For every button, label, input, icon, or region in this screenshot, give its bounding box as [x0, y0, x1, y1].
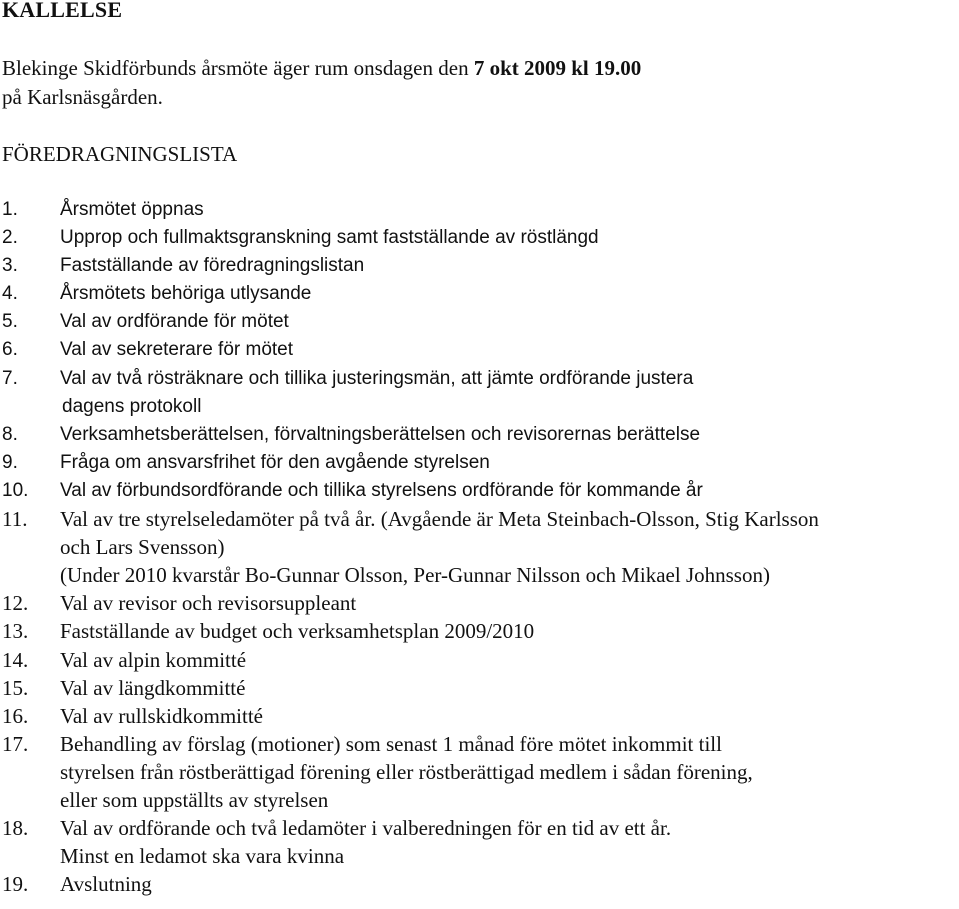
meeting-date-time: 7 okt 2009 kl 19.00 [473, 56, 642, 80]
agenda-item-number: 6. [2, 339, 18, 361]
intro-line-1 [2, 56, 641, 81]
agenda-item-number: 5. [2, 311, 18, 333]
agenda-item-line: dagens protokoll [62, 395, 202, 417]
agenda-item-line: Fråga om ansvarsfrihet för den avgående styrelsen [60, 451, 490, 473]
agenda-item [0, 477, 959, 505]
agenda-item-line: Val av rullskidkommitté [60, 703, 263, 728]
agenda-item-number: 11. [2, 507, 28, 532]
agenda-item [0, 702, 959, 730]
agenda-item [0, 308, 959, 336]
agenda-item-line: Minst en ledamot ska vara kvinna [60, 844, 345, 869]
agenda-item-text [60, 280, 959, 308]
agenda-item-text [60, 336, 959, 364]
agenda-item-line: Verksamhetsberättelsen, förvaltningsberättelsen och revisorernas berättelse [60, 423, 701, 445]
agenda-item-text [60, 702, 959, 730]
agenda-item-text [60, 674, 959, 702]
agenda-item-number: 14. [2, 647, 29, 672]
agenda-item-line: Val av längdkommitté [60, 675, 246, 700]
agenda-item [0, 365, 959, 421]
agenda-item-line: Avslutning [60, 872, 152, 897]
agenda-item-line: Val av alpin kommitté [60, 647, 247, 672]
agenda-item-text [60, 365, 959, 421]
agenda-item-line: Val av revisor och revisorsuppleant [60, 591, 357, 616]
agenda-item-number: 17. [2, 731, 29, 756]
agenda-item [0, 196, 959, 224]
agenda-item-number: 12. [2, 591, 29, 616]
agenda-item-line: Val av ordförande och två ledamöter i valberedningen för en tid av ett år. [60, 816, 672, 841]
agenda-item-number: 9. [2, 451, 18, 473]
agenda-item [0, 617, 959, 645]
agenda-item-number: 8. [2, 423, 18, 445]
agenda-item-line: Fastställande av föredragningslistan [60, 255, 365, 277]
agenda-list [0, 196, 959, 898]
intro-line-2: på Karlsnäsgården. [2, 85, 163, 109]
agenda-item-text [60, 646, 959, 674]
agenda-item-text [60, 617, 959, 645]
agenda-item-text [60, 505, 959, 589]
agenda-item-text [60, 224, 959, 252]
agenda-item-number: 1. [2, 199, 18, 220]
agenda-item [0, 280, 959, 308]
agenda-item-text [60, 421, 959, 449]
agenda-item-number: 2. [2, 227, 18, 249]
agenda-item-line: Val av ordförande för mötet [60, 311, 289, 333]
agenda-item [0, 505, 959, 589]
agenda-item-line: Behandling av förslag (motioner) som senast 1 månad före mötet inkommit till [60, 731, 722, 756]
agenda-heading: FÖREDRAGNINGSLISTA [2, 142, 238, 166]
agenda-item-line: Upprop och fullmaktsgranskning samt fastställande av röstlängd [60, 227, 599, 249]
document-title: KALLELSE [2, 0, 123, 22]
agenda-item [0, 646, 959, 674]
agenda-item-line: styrelsen från röstberättigad förening eller röstberättigad medlem i sådan förening, [60, 759, 753, 784]
agenda-item-number: 18. [2, 816, 29, 841]
agenda-item-line: Val av sekreterare för mötet [60, 339, 294, 361]
agenda-item-text [60, 477, 959, 505]
agenda-item-text [60, 589, 959, 617]
agenda-item-line: och Lars Svensson) [60, 535, 225, 560]
agenda-item-number: 15. [2, 675, 29, 700]
agenda-item-text [60, 308, 959, 336]
agenda-item-line: Fastställande av budget och verksamhetsplan 2009/2010 [60, 619, 535, 644]
agenda-item [0, 252, 959, 280]
agenda-item-line: Årsmötet öppnas [60, 199, 204, 220]
agenda-item [0, 449, 959, 477]
agenda-item-number: 4. [2, 283, 18, 305]
agenda-item-number: 19. [2, 872, 29, 897]
agenda-item-number: 3. [2, 255, 18, 277]
agenda-item-text [60, 252, 959, 280]
agenda-item [0, 870, 959, 898]
agenda-item [0, 421, 959, 449]
agenda-item [0, 589, 959, 617]
agenda-item-number: 7. [2, 367, 18, 389]
agenda-item-text [60, 196, 959, 224]
intro-text: Blekinge Skidförbunds årsmöte äger rum onsdagen den [2, 56, 474, 80]
agenda-item-line: Val av två rösträknare och tillika justeringsmän, att jämte ordförande justera [60, 367, 694, 389]
agenda-item-line: Val av tre styrelseledamöter på två år. (Avgående är Meta Steinbach-Olsson, Stig Karlsson [60, 507, 819, 532]
agenda-item-line: Val av förbundsordförande och tillika styrelsens ordförande för kommande år [60, 479, 703, 501]
agenda-item-text [60, 449, 959, 477]
agenda-item-line: (Under 2010 kvarstår Bo-Gunnar Olsson, Per-Gunnar Nilsson och Mikael Johnsson) [60, 563, 770, 588]
agenda-item-text [60, 730, 959, 814]
agenda-item [0, 674, 959, 702]
agenda-item-line: Årsmötets behöriga utlysande [60, 283, 312, 305]
agenda-item [0, 224, 959, 252]
agenda-item-number: 10. [2, 479, 29, 501]
agenda-item [0, 336, 959, 364]
agenda-item-line: eller som uppställts av styrelsen [60, 787, 329, 812]
agenda-item [0, 814, 959, 870]
agenda-item-text [60, 814, 959, 870]
agenda-item [0, 730, 959, 814]
agenda-item-text [60, 870, 959, 898]
agenda-item-number: 13. [2, 619, 29, 644]
agenda-item-number: 16. [2, 703, 29, 728]
